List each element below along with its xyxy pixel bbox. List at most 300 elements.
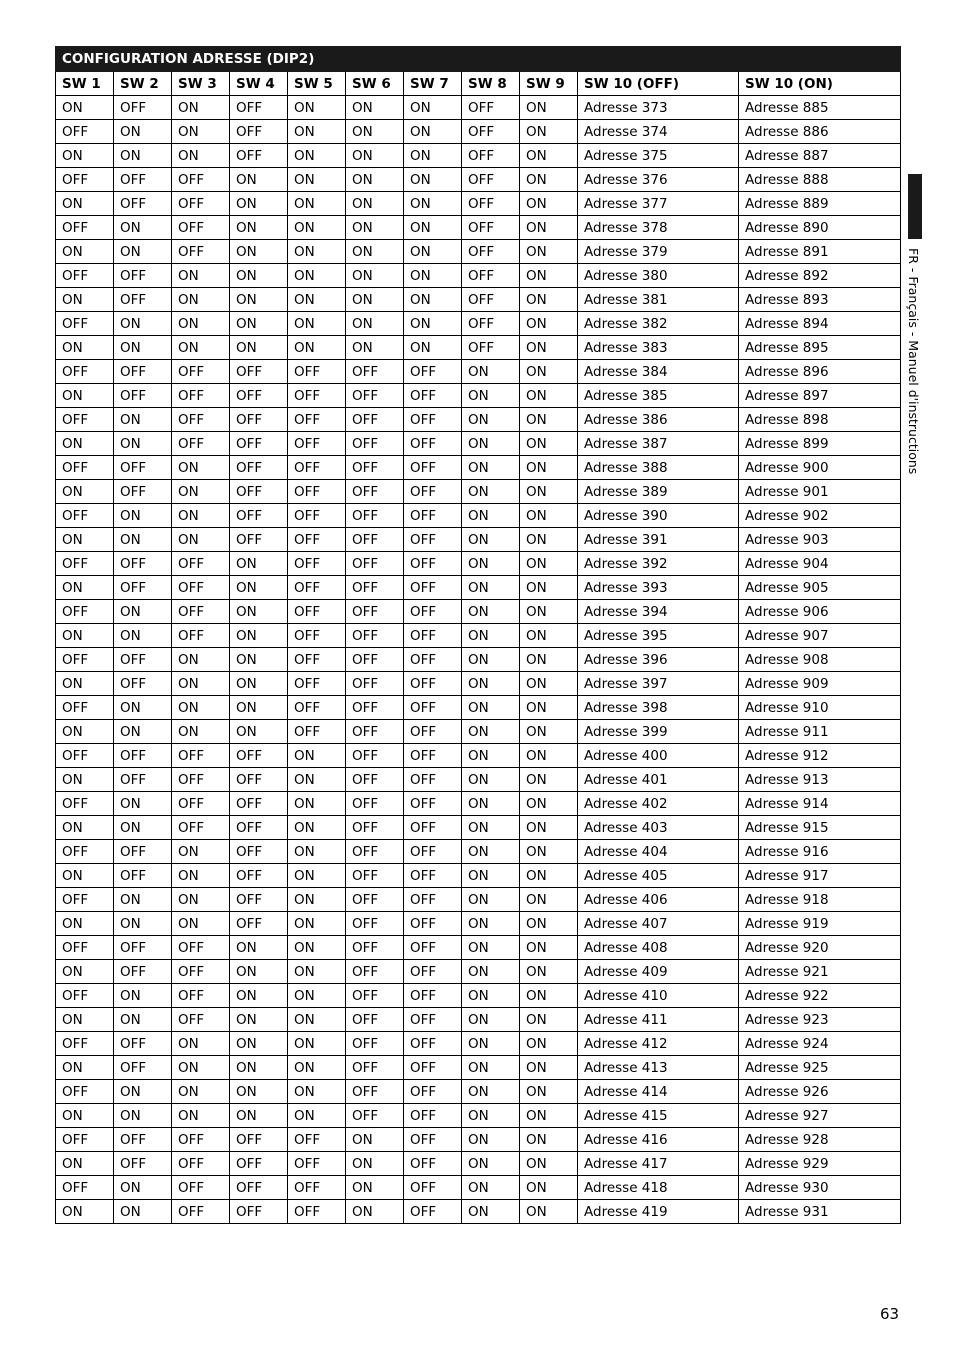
- switch-state-cell: ON: [288, 120, 346, 144]
- column-header: SW 9: [520, 72, 578, 96]
- address-cell: Adresse 395: [578, 624, 739, 648]
- address-cell: Adresse 407: [578, 912, 739, 936]
- switch-state-cell: OFF: [114, 864, 172, 888]
- switch-state-cell: ON: [230, 672, 288, 696]
- switch-state-cell: OFF: [404, 504, 462, 528]
- switch-state-cell: ON: [172, 480, 230, 504]
- switch-state-cell: OFF: [230, 504, 288, 528]
- switch-state-cell: OFF: [288, 1176, 346, 1200]
- switch-state-cell: OFF: [56, 1080, 114, 1104]
- switch-state-cell: ON: [56, 672, 114, 696]
- switch-state-cell: ON: [56, 576, 114, 600]
- switch-state-cell: OFF: [404, 960, 462, 984]
- switch-state-cell: ON: [520, 120, 578, 144]
- switch-state-cell: OFF: [346, 1080, 404, 1104]
- switch-state-cell: ON: [56, 624, 114, 648]
- column-header: SW 2: [114, 72, 172, 96]
- address-cell: Adresse 408: [578, 936, 739, 960]
- switch-state-cell: ON: [404, 168, 462, 192]
- switch-state-cell: OFF: [230, 888, 288, 912]
- switch-state-cell: OFF: [346, 768, 404, 792]
- switch-state-cell: OFF: [114, 1056, 172, 1080]
- switch-state-cell: ON: [56, 1200, 114, 1224]
- address-cell: Adresse 926: [739, 1080, 901, 1104]
- switch-state-cell: OFF: [462, 168, 520, 192]
- switch-state-cell: OFF: [346, 936, 404, 960]
- switch-state-cell: OFF: [404, 864, 462, 888]
- switch-state-cell: ON: [288, 336, 346, 360]
- switch-state-cell: OFF: [230, 408, 288, 432]
- table-row: [56, 1080, 901, 1104]
- switch-state-cell: ON: [288, 144, 346, 168]
- switch-state-cell: OFF: [462, 120, 520, 144]
- switch-state-cell: ON: [346, 1200, 404, 1224]
- table-row: [56, 168, 901, 192]
- switch-state-cell: ON: [288, 96, 346, 120]
- switch-state-cell: ON: [462, 384, 520, 408]
- address-cell: Adresse 890: [739, 216, 901, 240]
- address-cell: Adresse 389: [578, 480, 739, 504]
- address-cell: Adresse 919: [739, 912, 901, 936]
- switch-state-cell: OFF: [114, 744, 172, 768]
- switch-state-cell: ON: [346, 120, 404, 144]
- switch-state-cell: ON: [462, 960, 520, 984]
- table-row: [56, 216, 901, 240]
- switch-state-cell: ON: [520, 600, 578, 624]
- switch-state-cell: ON: [462, 408, 520, 432]
- switch-state-cell: OFF: [230, 384, 288, 408]
- switch-state-cell: ON: [56, 192, 114, 216]
- address-cell: Adresse 914: [739, 792, 901, 816]
- switch-state-cell: ON: [172, 1104, 230, 1128]
- switch-state-cell: OFF: [56, 120, 114, 144]
- column-header: SW 6: [346, 72, 404, 96]
- switch-state-cell: ON: [172, 144, 230, 168]
- page-number: 63: [880, 1305, 900, 1323]
- switch-state-cell: OFF: [230, 1200, 288, 1224]
- switch-state-cell: OFF: [288, 672, 346, 696]
- switch-state-cell: ON: [346, 1128, 404, 1152]
- switch-state-cell: OFF: [56, 936, 114, 960]
- address-cell: Adresse 382: [578, 312, 739, 336]
- table-row: [56, 192, 901, 216]
- switch-state-cell: OFF: [346, 888, 404, 912]
- switch-state-cell: OFF: [288, 648, 346, 672]
- switch-state-cell: ON: [520, 912, 578, 936]
- table-row: [56, 768, 901, 792]
- table-row: [56, 648, 901, 672]
- address-cell: Adresse 403: [578, 816, 739, 840]
- switch-state-cell: OFF: [404, 456, 462, 480]
- switch-state-cell: ON: [520, 1056, 578, 1080]
- switch-state-cell: ON: [520, 456, 578, 480]
- address-cell: Adresse 418: [578, 1176, 739, 1200]
- table-row: [56, 792, 901, 816]
- switch-state-cell: ON: [114, 1008, 172, 1032]
- switch-state-cell: OFF: [404, 936, 462, 960]
- table-row: [56, 984, 901, 1008]
- switch-state-cell: ON: [462, 1176, 520, 1200]
- switch-state-cell: ON: [114, 504, 172, 528]
- switch-state-cell: ON: [288, 1104, 346, 1128]
- switch-state-cell: ON: [462, 576, 520, 600]
- address-cell: Adresse 416: [578, 1128, 739, 1152]
- address-cell: Adresse 889: [739, 192, 901, 216]
- switch-state-cell: OFF: [56, 840, 114, 864]
- column-header: SW 10 (OFF): [578, 72, 739, 96]
- switch-state-cell: ON: [462, 768, 520, 792]
- switch-state-cell: ON: [462, 480, 520, 504]
- switch-state-cell: ON: [56, 432, 114, 456]
- address-cell: Adresse 925: [739, 1056, 901, 1080]
- switch-state-cell: OFF: [404, 384, 462, 408]
- address-cell: Adresse 927: [739, 1104, 901, 1128]
- switch-state-cell: OFF: [230, 816, 288, 840]
- switch-state-cell: ON: [172, 264, 230, 288]
- switch-state-cell: OFF: [56, 984, 114, 1008]
- switch-state-cell: OFF: [404, 816, 462, 840]
- switch-state-cell: OFF: [462, 240, 520, 264]
- address-cell: Adresse 912: [739, 744, 901, 768]
- switch-state-cell: OFF: [56, 1176, 114, 1200]
- table-row: [56, 288, 901, 312]
- switch-state-cell: ON: [56, 144, 114, 168]
- switch-state-cell: ON: [520, 240, 578, 264]
- switch-state-cell: OFF: [230, 768, 288, 792]
- switch-state-cell: ON: [288, 768, 346, 792]
- address-cell: Adresse 924: [739, 1032, 901, 1056]
- switch-state-cell: OFF: [114, 384, 172, 408]
- switch-state-cell: OFF: [346, 1032, 404, 1056]
- switch-state-cell: ON: [56, 1152, 114, 1176]
- switch-state-cell: ON: [230, 624, 288, 648]
- switch-state-cell: ON: [346, 192, 404, 216]
- switch-state-cell: ON: [56, 768, 114, 792]
- switch-state-cell: ON: [404, 144, 462, 168]
- table-row: [56, 936, 901, 960]
- switch-state-cell: OFF: [172, 360, 230, 384]
- address-cell: Adresse 385: [578, 384, 739, 408]
- switch-state-cell: ON: [288, 792, 346, 816]
- address-cell: Adresse 913: [739, 768, 901, 792]
- switch-state-cell: OFF: [114, 672, 172, 696]
- switch-state-cell: ON: [520, 432, 578, 456]
- switch-state-cell: ON: [230, 1032, 288, 1056]
- switch-state-cell: OFF: [404, 1200, 462, 1224]
- switch-state-cell: ON: [462, 1200, 520, 1224]
- address-cell: Adresse 390: [578, 504, 739, 528]
- switch-state-cell: OFF: [462, 336, 520, 360]
- switch-state-cell: ON: [230, 600, 288, 624]
- switch-state-cell: ON: [520, 840, 578, 864]
- switch-state-cell: ON: [346, 168, 404, 192]
- address-cell: Adresse 387: [578, 432, 739, 456]
- switch-state-cell: OFF: [404, 552, 462, 576]
- switch-state-cell: ON: [288, 960, 346, 984]
- switch-state-cell: OFF: [288, 1200, 346, 1224]
- address-cell: Adresse 907: [739, 624, 901, 648]
- switch-state-cell: OFF: [288, 600, 346, 624]
- switch-state-cell: ON: [56, 864, 114, 888]
- switch-state-cell: ON: [172, 456, 230, 480]
- switch-state-cell: ON: [288, 192, 346, 216]
- switch-state-cell: ON: [230, 648, 288, 672]
- address-cell: Adresse 406: [578, 888, 739, 912]
- switch-state-cell: OFF: [230, 120, 288, 144]
- switch-state-cell: OFF: [114, 360, 172, 384]
- switch-state-cell: ON: [462, 840, 520, 864]
- switch-state-cell: OFF: [56, 744, 114, 768]
- switch-state-cell: OFF: [404, 912, 462, 936]
- switch-state-cell: OFF: [462, 264, 520, 288]
- table-row: [56, 744, 901, 768]
- address-cell: Adresse 404: [578, 840, 739, 864]
- switch-state-cell: OFF: [114, 264, 172, 288]
- table-header-row: [56, 72, 901, 96]
- switch-state-cell: ON: [520, 144, 578, 168]
- address-cell: Adresse 888: [739, 168, 901, 192]
- address-cell: Adresse 396: [578, 648, 739, 672]
- switch-state-cell: OFF: [404, 1176, 462, 1200]
- switch-state-cell: ON: [520, 1128, 578, 1152]
- switch-state-cell: ON: [404, 336, 462, 360]
- table-row: [56, 720, 901, 744]
- switch-state-cell: OFF: [288, 456, 346, 480]
- switch-state-cell: ON: [172, 288, 230, 312]
- switch-state-cell: OFF: [288, 624, 346, 648]
- dip-address-table: [55, 46, 901, 1224]
- address-cell: Adresse 905: [739, 576, 901, 600]
- column-header: SW 5: [288, 72, 346, 96]
- table-row: [56, 840, 901, 864]
- address-cell: Adresse 895: [739, 336, 901, 360]
- switch-state-cell: OFF: [346, 576, 404, 600]
- switch-state-cell: OFF: [56, 456, 114, 480]
- switch-state-cell: ON: [520, 1152, 578, 1176]
- switch-state-cell: OFF: [172, 432, 230, 456]
- switch-state-cell: OFF: [404, 1152, 462, 1176]
- switch-state-cell: ON: [230, 288, 288, 312]
- switch-state-cell: ON: [404, 192, 462, 216]
- switch-state-cell: ON: [520, 408, 578, 432]
- switch-state-cell: OFF: [288, 1128, 346, 1152]
- address-cell: Adresse 920: [739, 936, 901, 960]
- switch-state-cell: OFF: [404, 744, 462, 768]
- switch-state-cell: ON: [114, 1104, 172, 1128]
- switch-state-cell: ON: [172, 1080, 230, 1104]
- switch-state-cell: ON: [404, 96, 462, 120]
- table-row: [56, 360, 901, 384]
- table-row: [56, 1032, 901, 1056]
- address-cell: Adresse 377: [578, 192, 739, 216]
- switch-state-cell: OFF: [56, 168, 114, 192]
- table-row: [56, 696, 901, 720]
- switch-state-cell: OFF: [56, 1128, 114, 1152]
- table-row: [56, 120, 901, 144]
- address-cell: Adresse 892: [739, 264, 901, 288]
- switch-state-cell: OFF: [56, 1032, 114, 1056]
- switch-state-cell: OFF: [56, 600, 114, 624]
- switch-state-cell: ON: [114, 408, 172, 432]
- switch-state-cell: OFF: [230, 456, 288, 480]
- switch-state-cell: ON: [462, 912, 520, 936]
- switch-state-cell: ON: [172, 672, 230, 696]
- switch-state-cell: ON: [288, 840, 346, 864]
- switch-state-cell: OFF: [172, 792, 230, 816]
- switch-state-cell: ON: [288, 864, 346, 888]
- table-row: [56, 624, 901, 648]
- table-row: [56, 912, 901, 936]
- switch-state-cell: OFF: [346, 384, 404, 408]
- address-cell: Adresse 900: [739, 456, 901, 480]
- switch-state-cell: OFF: [230, 744, 288, 768]
- switch-state-cell: ON: [520, 1008, 578, 1032]
- switch-state-cell: OFF: [462, 216, 520, 240]
- switch-state-cell: OFF: [288, 576, 346, 600]
- switch-state-cell: ON: [172, 120, 230, 144]
- switch-state-cell: OFF: [172, 1128, 230, 1152]
- switch-state-cell: ON: [230, 696, 288, 720]
- table-row: [56, 1152, 901, 1176]
- switch-state-cell: OFF: [404, 672, 462, 696]
- table-row: [56, 504, 901, 528]
- switch-state-cell: OFF: [288, 552, 346, 576]
- switch-state-cell: ON: [288, 1056, 346, 1080]
- address-cell: Adresse 902: [739, 504, 901, 528]
- switch-state-cell: ON: [520, 960, 578, 984]
- address-cell: Adresse 898: [739, 408, 901, 432]
- address-cell: Adresse 401: [578, 768, 739, 792]
- switch-state-cell: OFF: [230, 432, 288, 456]
- address-cell: Adresse 915: [739, 816, 901, 840]
- switch-state-cell: OFF: [230, 1152, 288, 1176]
- switch-state-cell: OFF: [114, 288, 172, 312]
- switch-state-cell: ON: [520, 552, 578, 576]
- switch-state-cell: ON: [288, 912, 346, 936]
- switch-state-cell: ON: [230, 576, 288, 600]
- switch-state-cell: ON: [462, 816, 520, 840]
- switch-state-cell: OFF: [56, 792, 114, 816]
- address-cell: Adresse 386: [578, 408, 739, 432]
- switch-state-cell: OFF: [404, 840, 462, 864]
- address-cell: Adresse 417: [578, 1152, 739, 1176]
- switch-state-cell: ON: [404, 264, 462, 288]
- switch-state-cell: ON: [288, 312, 346, 336]
- switch-state-cell: ON: [114, 240, 172, 264]
- switch-state-cell: OFF: [172, 768, 230, 792]
- switch-state-cell: ON: [230, 168, 288, 192]
- switch-state-cell: ON: [230, 192, 288, 216]
- address-cell: Adresse 383: [578, 336, 739, 360]
- switch-state-cell: ON: [346, 96, 404, 120]
- switch-state-cell: ON: [520, 336, 578, 360]
- switch-state-cell: OFF: [346, 792, 404, 816]
- switch-state-cell: ON: [462, 624, 520, 648]
- switch-state-cell: ON: [114, 144, 172, 168]
- address-cell: Adresse 896: [739, 360, 901, 384]
- address-cell: Adresse 921: [739, 960, 901, 984]
- switch-state-cell: ON: [114, 792, 172, 816]
- address-cell: Adresse 400: [578, 744, 739, 768]
- address-cell: Adresse 910: [739, 696, 901, 720]
- address-cell: Adresse 911: [739, 720, 901, 744]
- switch-state-cell: OFF: [404, 720, 462, 744]
- switch-state-cell: ON: [56, 96, 114, 120]
- switch-state-cell: ON: [520, 672, 578, 696]
- switch-state-cell: OFF: [172, 408, 230, 432]
- switch-state-cell: OFF: [288, 480, 346, 504]
- switch-state-cell: OFF: [404, 624, 462, 648]
- table-row: [56, 864, 901, 888]
- switch-state-cell: ON: [520, 744, 578, 768]
- switch-state-cell: ON: [404, 240, 462, 264]
- switch-state-cell: OFF: [346, 360, 404, 384]
- switch-state-cell: OFF: [462, 288, 520, 312]
- switch-state-cell: ON: [462, 1008, 520, 1032]
- switch-state-cell: OFF: [56, 264, 114, 288]
- address-cell: Adresse 906: [739, 600, 901, 624]
- table-row: [56, 240, 901, 264]
- address-cell: Adresse 887: [739, 144, 901, 168]
- switch-state-cell: ON: [462, 888, 520, 912]
- switch-state-cell: OFF: [172, 216, 230, 240]
- address-cell: Adresse 378: [578, 216, 739, 240]
- switch-state-cell: OFF: [288, 360, 346, 384]
- switch-state-cell: OFF: [172, 816, 230, 840]
- switch-state-cell: ON: [230, 1008, 288, 1032]
- address-cell: Adresse 923: [739, 1008, 901, 1032]
- address-cell: Adresse 916: [739, 840, 901, 864]
- switch-state-cell: ON: [462, 1152, 520, 1176]
- switch-state-cell: OFF: [230, 792, 288, 816]
- switch-state-cell: OFF: [114, 552, 172, 576]
- table-row: [56, 1200, 901, 1224]
- table-row: [56, 408, 901, 432]
- switch-state-cell: OFF: [56, 360, 114, 384]
- switch-state-cell: ON: [56, 720, 114, 744]
- switch-state-cell: OFF: [230, 912, 288, 936]
- switch-state-cell: ON: [114, 216, 172, 240]
- switch-state-cell: OFF: [114, 648, 172, 672]
- switch-state-cell: OFF: [288, 408, 346, 432]
- switch-state-cell: OFF: [114, 1128, 172, 1152]
- address-cell: Adresse 384: [578, 360, 739, 384]
- switch-state-cell: OFF: [346, 720, 404, 744]
- switch-state-cell: ON: [346, 288, 404, 312]
- switch-state-cell: ON: [56, 1104, 114, 1128]
- switch-state-cell: ON: [346, 1152, 404, 1176]
- switch-state-cell: OFF: [114, 168, 172, 192]
- switch-state-cell: ON: [172, 720, 230, 744]
- switch-state-cell: OFF: [346, 672, 404, 696]
- switch-state-cell: ON: [462, 504, 520, 528]
- switch-state-cell: ON: [520, 624, 578, 648]
- switch-state-cell: OFF: [346, 600, 404, 624]
- address-cell: Adresse 929: [739, 1152, 901, 1176]
- switch-state-cell: ON: [230, 1080, 288, 1104]
- switch-state-cell: ON: [462, 720, 520, 744]
- switch-state-cell: OFF: [346, 552, 404, 576]
- switch-state-cell: OFF: [172, 960, 230, 984]
- switch-state-cell: ON: [520, 1176, 578, 1200]
- table-row: [56, 888, 901, 912]
- address-cell: Adresse 899: [739, 432, 901, 456]
- switch-state-cell: ON: [230, 984, 288, 1008]
- switch-state-cell: ON: [288, 216, 346, 240]
- switch-state-cell: ON: [114, 984, 172, 1008]
- switch-state-cell: ON: [520, 504, 578, 528]
- switch-state-cell: ON: [404, 312, 462, 336]
